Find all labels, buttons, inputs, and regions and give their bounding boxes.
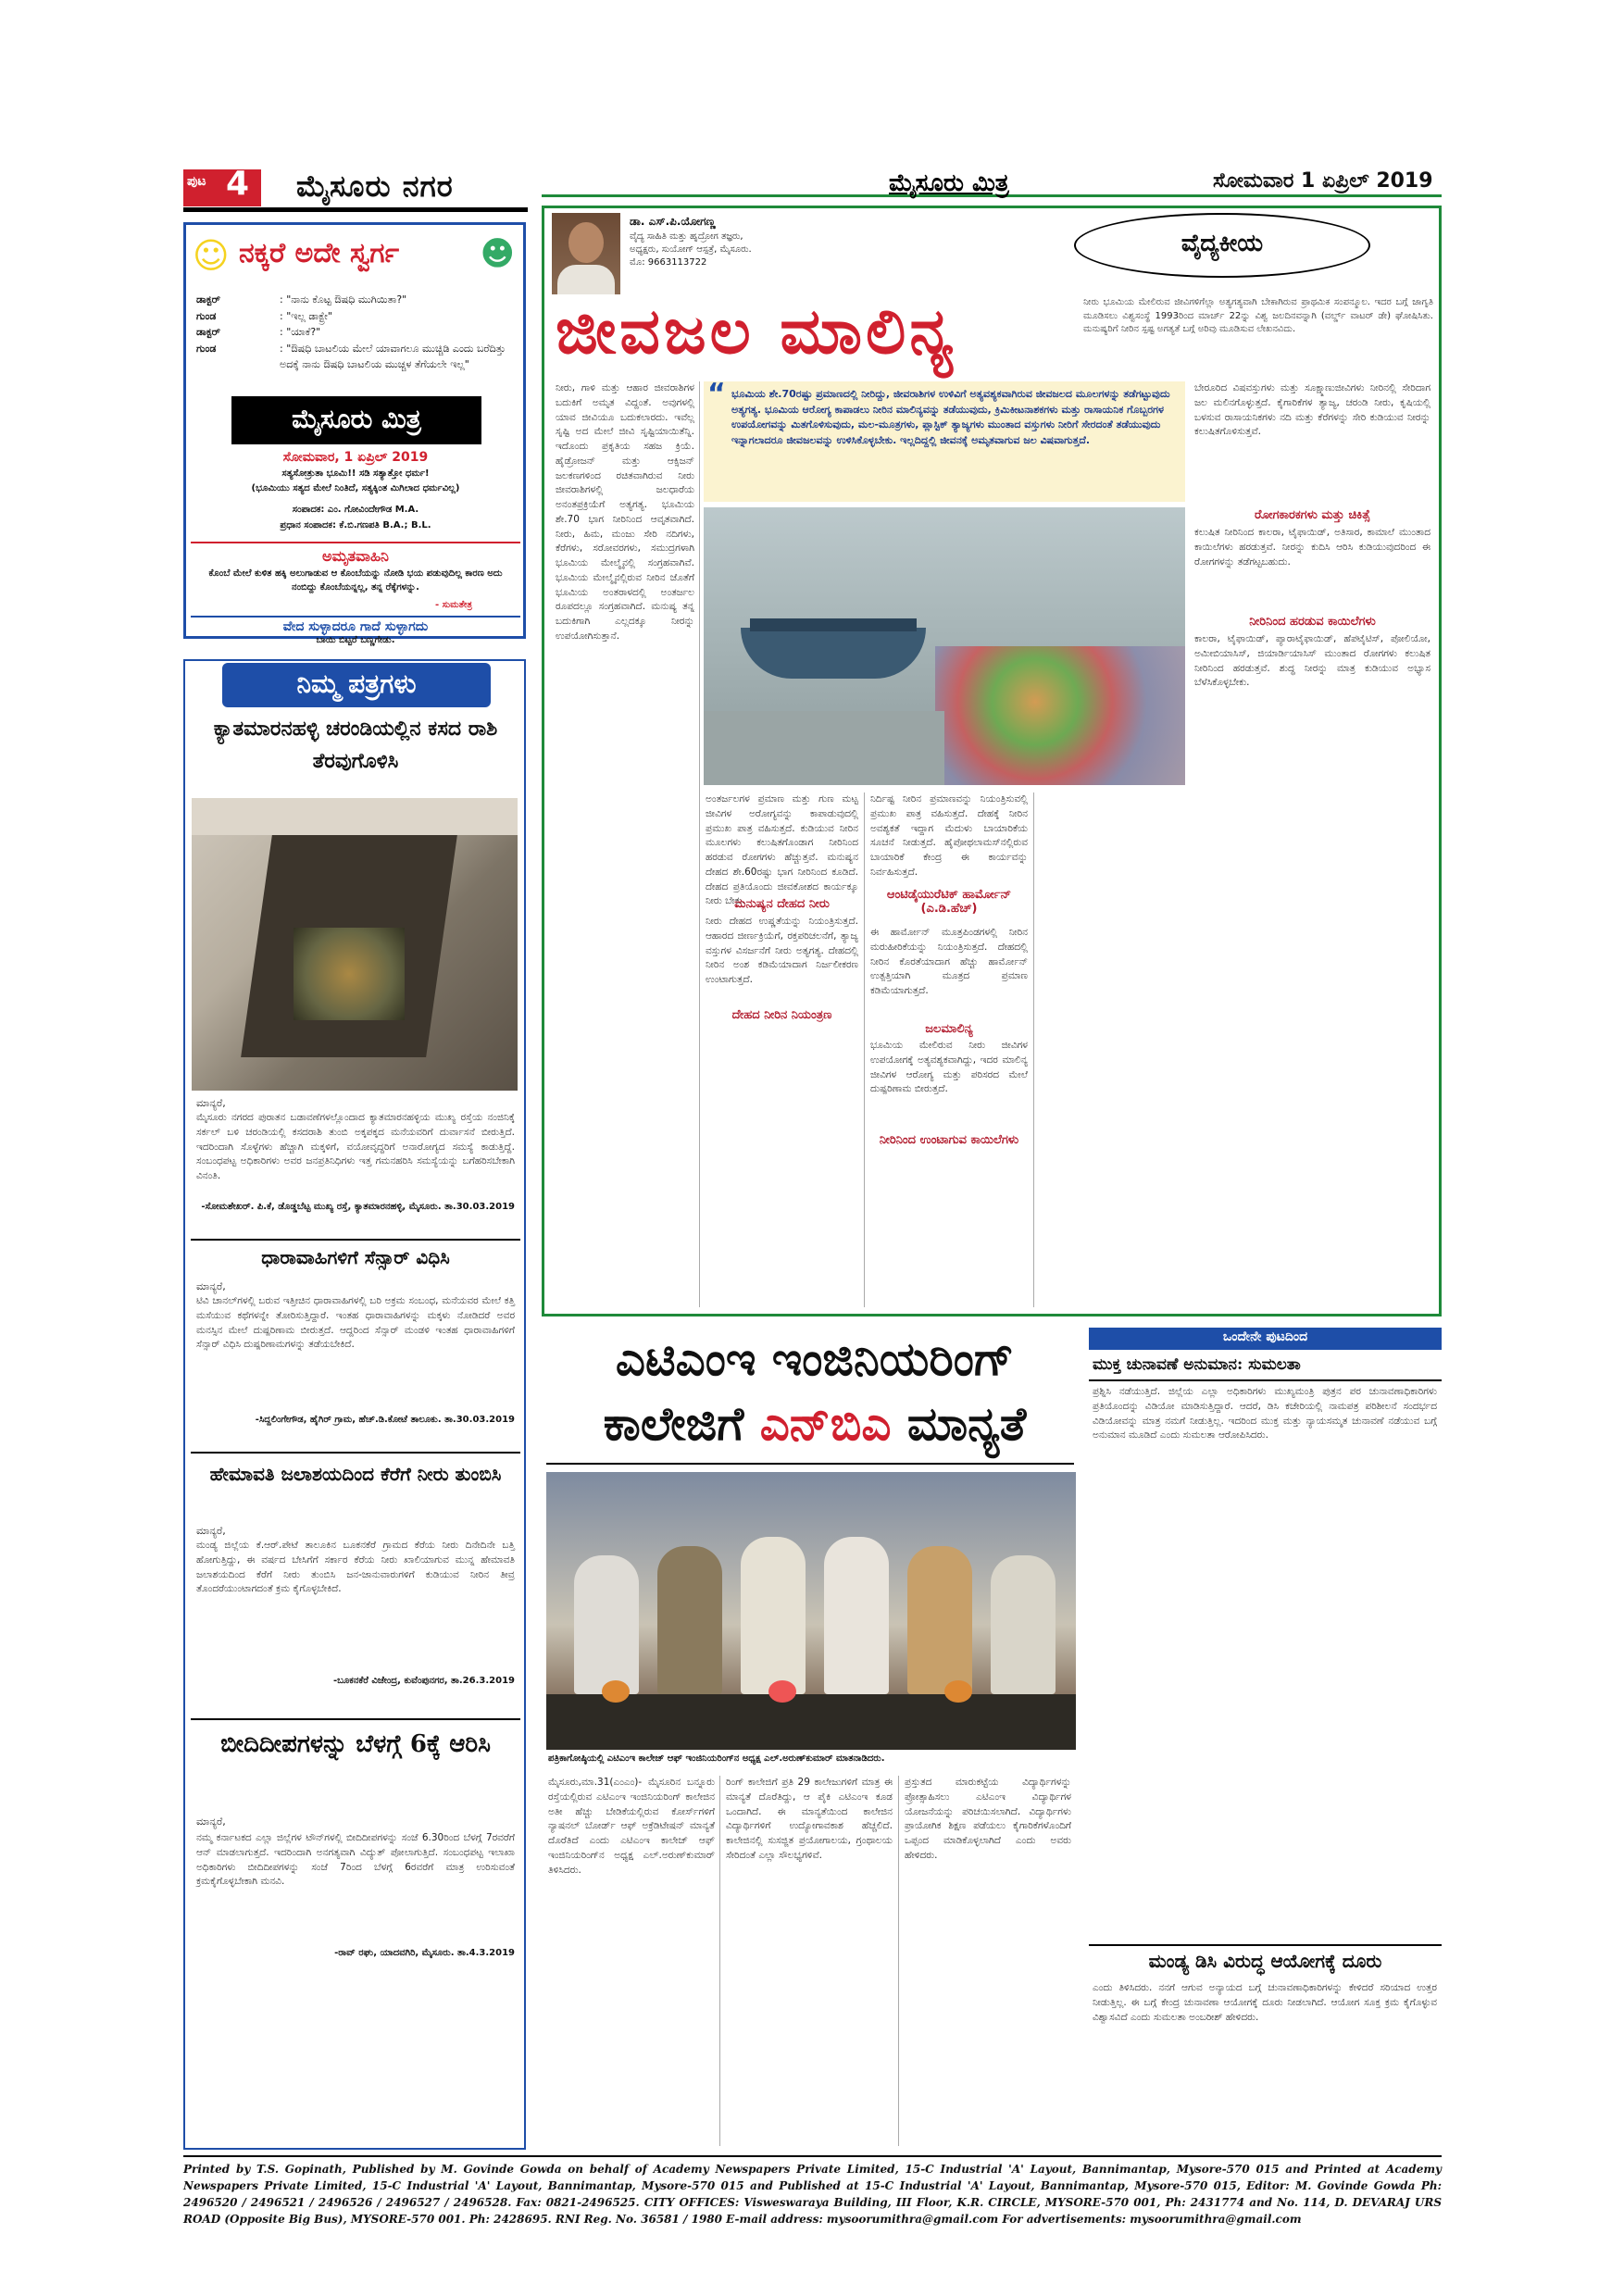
subheading: ನೀರಿನಿಂದ ಉಂಟಾಗುವ ಕಾಯಿಲೆಗಳು <box>879 1133 1019 1147</box>
quote-mark-icon: “ <box>707 378 726 410</box>
joke-lines <box>196 292 516 373</box>
laughing-face-icon: ☺ <box>193 235 230 276</box>
letters-banner-text: ನಿಮ್ಮ ಪತ್ರಗಳು <box>296 668 417 699</box>
author-desc: ಅಧ್ಯಕ್ಷರು, ಸುಯೋಗ್ ಆಸ್ಪತ್ರೆ, ಮೈಸೂರು. <box>630 244 752 255</box>
imprint-editor: ಸಂಪಾದಕ: ಎಂ. ಗೋವಿಂದೇಗೌಡ M.A. <box>292 505 419 515</box>
subheading: ನೀರಿನಿಂದ ಹರಡುವ ಕಾಯಿಲೆಗಳು <box>1249 615 1376 629</box>
health-col-3: ನಿರ್ದಿಷ್ಟ ನೀರಿನ ಪ್ರಮಾಣವನ್ನು ನಿಯಂತ್ರಿಸುವಲ್ಲಿ ಪ್ರಮುಖ ಪಾತ್ರ ವಹಿಸುತ್ತದೆ. ದೇಹಕ್ಕೆ ನೀರಿನ ಅವಶ್ಯಕತೆ ಇದ್ದಾಗ ಮೆದುಳು ಬಾಯಾರಿಕೆಯ ಸೂಚನೆ ನೀಡುತ್ತದೆ. ಹೈಪೋಥಲಾಮಸ್‌ನಲ್ಲಿರುವ ಬಾಯಾರಿಕೆ ಕೇಂದ್ರ ಈ ಕಾರ್ಯವನ್ನು ನಿರ್ವಹಿಸುತ್ತದೆ. <box>870 793 1028 878</box>
letter-salute: ಮಾನ್ಯರೆ, <box>196 1280 226 1292</box>
letter-heading: ಕ್ಯಾತಮಾರನಹಳ್ಳಿ ಚರಂಡಿಯಲ್ಲಿನ ಕಸದ ರಾಶಿ ತೆರವುಗೊಳಿಸಿ <box>213 717 498 774</box>
letter-signature: -ಸಿದ್ದಲಿಂಗೇಗೌಡ, ಹೈಗಿರ್ ಗ್ರಾಮ, ಹೆಚ್.ಡಿ.ಕೋಟೆ ತಾಲೂಕು. ತಾ.30.03.2019 <box>255 1415 515 1425</box>
health-headline: ಜೀವಜಲ ಮಾಲಿನ್ಯ <box>556 294 957 368</box>
footer-imprint: Printed by T.S. Gopinath, Published by M. Govinde Gowda on behalf of Academy Newspapers Private Limited, 15-C Industrial 'A' Layout, Bannimantap, Mysore-570 015 and Printed at Academy Newspapers Private Limited, 15-C Industrial 'A' Layout, Bannimantap, Mysore-570 015 and Published at 15-C Industrial 'A' Layout, Bannimantap, Mysore-570 015, Editor: M. Govinde Gowda Ph: 2496520 / 2496521 / 2496526 / 2496527 / 2496528. Fax: 0821-2496525. CITY OFFICES: Visweswaraya Building, III Floor, K.R. CIRCLE, MYSORE-570 001, Ph: 2431774 and No. 114, D. DEVARAJ URS ROAD (Opposite Big Bus), MYSORE-570 001. Ph: 2428695. RNI Reg. No. 36581 / 1980 E-mail address: mysoorumithra@gmail.com For advertisements: mysoorumithra@gmail.com <box>183 2163 1442 2226</box>
headline-highlight: ಎನ್‌ಬಿಎ <box>759 1396 892 1451</box>
subheading: ಜಲಮಾಲಿನ್ಯ <box>925 1022 973 1036</box>
column-rule <box>1033 792 1034 1307</box>
letter-salute: ಮಾನ್ಯರೆ, <box>196 1816 226 1828</box>
drain-garbage-photo <box>192 798 518 1091</box>
column-name: ವೈದ್ಯಕೀಯ <box>1181 230 1264 257</box>
letter-heading: ಹೇಮಾವತಿ ಜಲಾಶಯದಿಂದ ಕೆರೆಗೆ ನೀರು ತುಂಬಿಸಿ <box>191 1452 520 1489</box>
joke-line <box>196 308 516 325</box>
paper-logo: ಮೈಸೂರು ಮಿತ್ರ <box>889 169 1009 197</box>
author-desc: ವೈದ್ಯ ಸಾಹಿತಿ ಮತ್ತು ಹೃದ್ರೋಗ ತಜ್ಞರು, <box>630 231 743 242</box>
side-news-heading: ಮುಕ್ತ ಚುನಾವಣೆ ಅನುಮಾನ: ಸುಮಲತಾ <box>1093 1355 1301 1374</box>
letter-body: ಮಂಡ್ಯ ಜಿಲ್ಲೆಯ ಕೆ.ಆರ್.ಪೇಟೆ ತಾಲೂಕಿನ ಬೂಕನಕೆರೆ ಗ್ರಾಮದ ಕೆರೆಯ ನೀರು ದಿನೇದಿನೇ ಬತ್ತಿ ಹೋಗುತ್ತಿದ್ದು, ಈ ವರ್ಷದ ಬೇಸಿಗೆಗೆ ಸರ್ಕಾರ ಕೆರೆಯ ನೀರು ಖಾಲಿಯಾಗುವ ಮುನ್ನ ಹೇಮಾವತಿ ಜಲಾಶಯದಿಂದ ಕೆರೆಗೆ ನೀರು ತುಂಬಿಸಿ ಜನ-ಜಾನುವಾರುಗಳಿಗೆ ಕುಡಿಯುವ ನೀರಿನ ತೀವ್ರ ತೊಂದರೆಯುಂಟಾಗದಂತೆ ಕ್ರಮ ಕೈಗೊಳ್ಳಬೇಕಿದೆ. <box>196 1540 515 1595</box>
imprint-logo: ಮೈಸೂರು ಮಿತ್ರ <box>292 404 421 434</box>
joke-speaker: ಗುಂಡ <box>196 309 217 322</box>
imprint-motto-translation: (ಭೂಮಿಯು ಸತ್ಯದ ಮೇಲೆ ನಿಂತಿದೆ, ಸತ್ಯಕ್ಕಿಂತ ಮಿಗಿಲಾದ ಧರ್ಮವಿಲ್ಲ) <box>251 483 460 493</box>
joke-title-bar <box>191 231 518 282</box>
engineering-col-3: ಪ್ರಸ್ತುತದ ಮಾರುಕಟ್ಟೆಯ ವಿದ್ಯಾರ್ಥಿಗಳನ್ನು ಪ್ರೋತ್ಸಾಹಿಸಲು ಎಟಿಎಂಇ ವಿದ್ಯಾರ್ಥಿಗಳ ಯೋಜನೆಯನ್ನು ಪರಿಚಯಿಸಲಾಗಿದೆ. ವಿದ್ಯಾರ್ಥಿಗಳು ಪ್ರಾಯೋಗಿಕ ಶಿಕ್ಷಣ ಪಡೆಯಲು ಕೈಗಾರಿಕೆಗಳೊಂದಿಗೆ ಒಪ್ಪಂದ ಮಾಡಿಕೊಳ್ಳಲಾಗಿದೆ ಎಂದು ಅವರು ಹೇಳಿದರು. <box>905 1777 1071 1861</box>
pull-quote: ಭೂಮಿಯ ಶೇ.70ರಷ್ಟು ಪ್ರಮಾಣದಲ್ಲಿ ನೀರಿದ್ದು, ಜೀವರಾಶಿಗಳ ಉಳಿವಿಗೆ ಅತ್ಯವಶ್ಯಕವಾಗಿರುವ ಜೀವಜಲದ ಮೂಲಗಳನ್ನು ತಡೆಗಟ್ಟುವುದು ಅತ್ಯಗತ್ಯ. ಭೂಮಿಯ ಆರೋಗ್ಯ ಕಾಪಾಡಲು ನೀರಿನ ಮಾಲಿನ್ಯವನ್ನು ತಡೆಯುವುದು, ಕ್ರಿಮಿಕೀಟನಾಶಕಗಳು ಮತ್ತು ರಾಸಾಯನಿಕ ಗೊಬ್ಬರಗಳ ಉಪಯೋಗವನ್ನು ಮಿತಗೊಳಿಸುವುದು, ಮಲ-ಮೂತ್ರಗಳು, ಪ್ಲಾಸ್ಟಿಕ್ ತ್ಯಾಜ್ಯಗಳು ಮುಂತಾದ ವಸ್ತುಗಳು ನೀರಿಗೆ ಸೇರದಂತೆ ತಡೆಯುವುದು ಇನ್ನಾಗಲಾದರೂ ಜೀವಜಲವನ್ನು ಉಳಿಸಿಕೊಳ್ಳಬೇಕು. ಇಲ್ಲದಿದ್ದಲ್ಲಿ ಜೀವನಕ್ಕೆ ಅಮೃತವಾಗುವ ಜಲ ವಿಷವಾಗುತ್ತದೆ. <box>731 388 1170 446</box>
proverb-title: ವೇದ ಸುಳ್ಳಾದರೂ ಗಾದೆ ಸುಳ್ಳಾಗದು <box>191 616 520 634</box>
polluted-river-photo <box>704 507 1185 785</box>
engineering-col-1: ಮೈಸೂರು,ಮಾ.31(ಎಂಎಂ)- ಮೈಸೂರಿನ ಬನ್ನೂರು ರಸ್ತೆಯಲ್ಲಿರುವ ಎಟಿಎಂಇ ಇಂಜಿನಿಯರಿಂಗ್ ಕಾಲೇಜಿನ ಅತೀ ಹೆಚ್ಚು ಬೇಡಿಕೆಯಲ್ಲಿರುವ ಕೋರ್ಸ್‌ಗಳಿಗೆ ನ್ಯಾಷನಲ್ ಬೋರ್ಡ್ ಆಫ್ ಅಕ್ರೆಡಿಟೇಷನ್ ಮಾನ್ಯತೆ ದೊರೆತಿದೆ ಎಂದು ಎಟಿಎಂಇ ಕಾಲೇಜ್ ಆಫ್ ಇಂಜಿನಿಯರಿಂಗ್‌ನ ಅಧ್ಯಕ್ಷ ಎಲ್.ಅರುಣ್‌ಕುಮಾರ್ ತಿಳಿಸಿದರು. <box>548 1777 715 1876</box>
health-col-2: ಅಂತರ್ಜಲಗಳ ಪ್ರಮಾಣ ಮತ್ತು ಗುಣ ಮಟ್ಟ ಜೀವಿಗಳ ಅರೋಗ್ಯವನ್ನು ಕಾಪಾಡುವುದಲ್ಲಿ ಪ್ರಮುಖ ಪಾತ್ರ ವಹಿಸುತ್ತದೆ. ಕುಡಿಯುವ ನೀರಿನ ಮೂಲಗಳು ಕಲುಷಿತಗೊಂಡಾಗ ನೀರಿನಿಂದ ಹರಡುವ ರೋಗಗಳು ಹೆಚ್ಚುತ್ತವೆ. ಮನುಷ್ಯನ ದೇಹದ ಶೇ.60ರಷ್ಟು ಭಾಗ ನೀರಿನಿಂದ ಕೂಡಿದೆ. ದೇಹದ ಪ್ರತಿಯೊಂದು ಜೀವಕೋಶದ ಕಾರ್ಯಕ್ಕೂ ನೀರು ಬೇಕು. <box>706 793 858 907</box>
amrutavahini-credit: - ಸುಮತೇತ್ರ <box>435 600 472 610</box>
joke-text: : "ನಾನು ಕೊಟ್ಟ ಔಷಧಿ ಮುಗಿಯಿತಾ?" <box>280 293 407 306</box>
issue-date: ಸೋಮವಾರ 1 ಏಪ್ರಿಲ್ 2019 <box>1213 169 1433 193</box>
author-name: ಡಾ. ಎಸ್.ಪಿ.ಯೋಗಣ್ಣ <box>630 215 716 228</box>
health-intro: ನೀರು ಭೂಮಿಯ ಮೇಲಿರುವ ಜೀವಿಗಳಿಗೆಲ್ಲಾ ಅತ್ಯಗತ್ಯವಾಗಿ ಬೇಕಾಗಿರುವ ಪ್ರಾಥಮಿಕ ಸಂಪನ್ಮೂಲ. ಇದರ ಬಗ್ಗೆ ಜಾಗೃತಿ ಮೂಡಿಸಲು ವಿಶ್ವಸಂಸ್ಥೆ 1993ರಿಂದ ಮಾರ್ಚ್ 22ನ್ನು ವಿಶ್ವ ಜಲದಿನವನ್ನಾಗಿ (ವರ್ಲ್ಡ್ ವಾಟರ್ ಡೇ) ಘೋಷಿಸಿತು. ಮನುಷ್ಯರಿಗೆ ನೀರಿನ ಸ್ಪಷ್ಟ ಅಗತ್ಯತೆ ಬಗ್ಗೆ ಅರಿವು ಮೂಡಿಸುವ ಲೇಖನವಿದು. <box>1083 297 1433 334</box>
health-col-2b: ನೀರು ದೇಹದ ಉಷ್ಣತೆಯನ್ನು ನಿಯಂತ್ರಿಸುತ್ತದೆ. ಆಹಾರದ ಜೀರ್ಣಕ್ರಿಯೆಗೆ, ರಕ್ತಪರಿಚಲನೆಗೆ, ತ್ಯಾಜ್ಯ ವಸ್ತುಗಳ ವಿಸರ್ಜನೆಗೆ ನೀರು ಅತ್ಯಗತ್ಯ. ದೇಹದಲ್ಲಿ ನೀರಿನ ಅಂಶ ಕಡಿಮೆಯಾದಾಗ ನಿರ್ಜಲೀಕರಣ ಉಂಟಾಗುತ್ತದೆ. <box>706 916 858 985</box>
health-col-4b: ಕಲುಷಿತ ನೀರಿನಿಂದ ಕಾಲರಾ, ಟೈಫಾಯಿಡ್, ಅತಿಸಾರ, ಕಾಮಾಲೆ ಮುಂತಾದ ಕಾಯಿಲೆಗಳು ಹರಡುತ್ತವೆ. ನೀರನ್ನು ಕುದಿಸಿ ಆರಿಸಿ ಕುಡಿಯುವುದರಿಂದ ಈ ರೋಗಗಳನ್ನು ತಡೆಗಟ್ಟಬಹುದು. <box>1194 527 1430 568</box>
imprint-motto: ಸತ್ಯಸೋತ್ರುತಾ ಭೂಮಿ!! ಸಡಿ ಸತ್ಯಾತ್ತೋ ಧರ್ಮ! <box>281 468 430 479</box>
page-label: ಪುಟ <box>187 174 206 189</box>
side-news-heading: ಮಂಡ್ಯ ಡಿಸಿ ವಿರುದ್ಧ ಆಯೋಗಕ್ಕೆ ದೂರು <box>1148 1950 1382 1972</box>
subheading: ಆಂಟಿಡೈಯುರೆಟಿಕ್ ಹಾರ್ಮೋನ್ (ಎ.ಡಿ.ಹೆಚ್) <box>886 888 1012 916</box>
column-rule <box>898 1776 899 2146</box>
photo-caption: ಪತ್ರಿಕಾಗೋಷ್ಠಿಯಲ್ಲಿ ಎಟಿಎಂಇ ಕಾಲೇಜ್ ಆಫ್ ಇಂಜಿನಿಯರಿಂಗ್‌ನ ಅಧ್ಯಕ್ಷ ಎಲ್.ಅರುಣ್‌ಕುಮಾರ್ ಮಾತನಾಡಿದರು. <box>548 1753 885 1764</box>
proverb-text: ಬಾಯಿ ಬಿಟ್ಟರೆ ಬಣ್ಣಗೇಡು. <box>316 635 395 645</box>
imprint-chief-editor: ಪ್ರಧಾನ ಸಂಪಾದಕ: ಕೆ.ಬಿ.ಗಣಪತಿ B.A.; B.L. <box>280 520 431 530</box>
letter-signature: -ರಾವ್ ರಘು, ಯಾದವಗಿರಿ, ಮೈಸೂರು. ತಾ.4.3.2019 <box>334 1948 515 1958</box>
engineering-headline-line2 <box>556 1396 1074 1452</box>
headline-rule <box>546 1463 1074 1465</box>
joke-line <box>196 341 516 373</box>
masthead-rule-left <box>183 207 528 212</box>
letter-signature: -ಸೋಮಶೇಖರ್. ಪಿ.ಕೆ, ಡೊಡ್ಡಬೆಟ್ಟ ಮುಖ್ಯ ರಸ್ತೆ, ಕ್ಯಾತಮಾರನಹಳ್ಳಿ, ಮೈಸೂರು. ತಾ.30.03.2019 <box>201 1202 515 1212</box>
joke-speaker: ಡಾಕ್ಟರ್ <box>196 293 221 306</box>
subheading: ರೋಗಕಾರಕಗಳು ಮತ್ತು ಚಿಕಿತ್ಸೆ <box>1255 508 1370 522</box>
letter-body: ಟಿವಿ ಚಾನಲ್‌ಗಳಲ್ಲಿ ಬರುವ ಇತ್ತೀಚಿನ ಧಾರಾವಾಹಿಗಳಲ್ಲಿ ಬರಿ ಅಕ್ರಮ ಸಂಬಂಧ, ಮನೆಯವರ ಮೇಲೆ ಕತ್ತಿ ಮಸೆಯುವ ಕಥೆಗಳನ್ನೇ ತೋರಿಸುತ್ತಿದ್ದಾರೆ. ಇಂತಹ ಧಾರಾವಾಹಿಗಳನ್ನು ಮಕ್ಕಳು ನೋಡಿದರೆ ಅವರ ಮನಸ್ಸಿನ ಮೇಲೆ ದುಷ್ಪರಿಣಾಮ ಬೀರುತ್ತದೆ. ಆದ್ದರಿಂದ ಸೆನ್ಸಾರ್ ಮಂಡಳಿ ಇಂತಹ ಧಾರಾವಾಹಿಗಳಿಗೆ ಸೆನ್ಸಾರ್ ವಿಧಿಸಿ ದುಷ್ಪರಿಣಾಮಗಳನ್ನು ತಡೆಯಬೇಕಿದೆ. <box>196 1295 515 1351</box>
amrutavahini-text: ಕೊಂಬೆ ಮೇಲೆ ಕುಳಿತ ಹಕ್ಕಿ ಅಲುಗಾಡುವ ಆ ಕೊಂಬೆಯನ್ನು ನೋಡಿ ಭಯ ಪಡುವುದಿಲ್ಲ ಕಾರಣ ಅದು ನಂಬಿದ್ದು ಕೊಂಬೆಯನ್ನಲ್ಲ, ತನ್ನ ರೆಕ್ಕೆಗಳನ್ನು. <box>208 568 503 593</box>
health-col-3b: ಈ ಹಾರ್ಮೋನ್ ಮೂತ್ರಪಿಂಡಗಳಲ್ಲಿ ನೀರಿನ ಮರುಹೀರಿಕೆಯನ್ನು ನಿಯಂತ್ರಿಸುತ್ತದೆ. ದೇಹದಲ್ಲಿ ನೀರಿನ ಕೊರತೆಯಾದಾಗ ಹೆಚ್ಚು ಹಾರ್ಮೋನ್ ಉತ್ಪತ್ತಿಯಾಗಿ ಮೂತ್ರದ ಪ್ರಮಾಣ ಕಡಿಮೆಯಾಗುತ್ತದೆ. <box>870 927 1028 996</box>
joke-text: : "ಔಷಧಿ ಬಾಟಲಿಯ ಮೇಲೆ ಯಾವಾಗಲೂ ಮುಚ್ಚಿಡಿ ಎಂದು ಬರೆದಿತ್ತು ಅದಕ್ಕೆ ನಾನು ಔಷಧಿ ಬಾಟಲಿಯ ಮುಚ್ಚಳ ತೆಗೆಯಲೇ ಇಲ್ಲ" <box>280 342 506 371</box>
side-heading-rule <box>1089 1379 1442 1381</box>
joke-text: : "ಇಲ್ಲ ಡಾಕ್ಟ್ರೇ" <box>280 309 332 322</box>
amrutavahini-title: ಅಮೃತವಾಹಿನಿ <box>191 542 520 566</box>
engineering-headline-line1: ಎಟಿಎಂಇ ಇಂಜಿನಿಯರಿಂಗ್ <box>615 1331 1015 1386</box>
side-news-body: ಪ್ರಶ್ನಿಸಿ ನಡೆಯುತ್ತಿದೆ. ಜಿಲ್ಲೆಯ ಎಲ್ಲಾ ಅಧಿಕಾರಿಗಳು ಮುಖ್ಯಮಂತ್ರಿ ಪುತ್ರನ ಪರ ಚುನಾವಣಾಧಿಕಾರಿಗಳು ಪ್ರತಿಯೊಂದನ್ನು ವಿಡಿಯೋ ಮಾಡಿಸುತ್ತಿದ್ದಾರೆ. ಆದರೆ, ಡಿಸಿ ಕಚೇರಿಯಲ್ಲಿ ನಾಮಪತ್ರ ಪರಿಶೀಲನೆ ಸಂದರ್ಭದ ವಿಡಿಯೋವನ್ನು ಮಾತ್ರ ನಮಗೆ ನೀಡುತ್ತಿಲ್ಲ. ಇದರಿಂದ ಮುಕ್ತ ಮತ್ತು ನ್ಯಾಯಸಮ್ಮತ ಚುನಾವಣೆ ನಡೆಯುವ ಬಗ್ಗೆ ಅನುಮಾನ ಮೂಡಿದೆ ಎಂದು ಸುಮಲತಾ ಆರೋಪಿಸಿದರು. <box>1093 1386 1437 1441</box>
letter-salute: ಮಾನ್ಯರೆ, <box>196 1525 226 1537</box>
letter-body: ಮೈಸೂರು ನಗರದ ಪುರಾತನ ಬಡಾವಣೆಗಳಲ್ಲೊಂದಾದ ಕ್ಯಾತಮಾರನಹಳ್ಳಿಯ ಮುಖ್ಯ ರಸ್ತೆಯ ನಂಜಿನಿಕ್ಕೆ ಸರ್ಕಲ್ ಬಳಿ ಚರಂಡಿಯಲ್ಲಿ ಕಸದರಾಶಿ ತುಂಬಿ ಅಕ್ಕಪಕ್ಕದ ಮನೆಯವರಿಗೆ ದುರ್ವಾಸನೆ ಬೀರುತ್ತಿದೆ. ಇದರಿಂದಾಗಿ ಸೊಳ್ಳೆಗಳು ಹೆಚ್ಚಾಗಿ ಮಕ್ಕಳಿಗೆ, ವಯೋವೃದ್ಧರಿಗೆ ಅನಾರೋಗ್ಯದ ಸಮಸ್ಯೆ ಕಾಡುತ್ತಿದ್ದೆ. ಸಂಬಂಧಪಟ್ಟ ಅಧಿಕಾರಿಗಳು ಅವರ ಜನಪ್ರತಿನಿಧಿಗಳು ಇತ್ತ ಗಮನಹರಿಸಿ ಸಮಸ್ಯೆಯನ್ನು ಬಗೆಹರಿಸಬೇಕಾಗಿ ವಿನಂತಿ. <box>196 1112 515 1181</box>
headline-part: ಮಾನ್ಯತೆ <box>891 1396 1027 1451</box>
subheading: ಮನುಷ್ಯನ ದೇಹದ ನೀರು <box>734 897 830 911</box>
joke-title: ನಕ್ಕರೆ ಅದೇ ಸ್ವರ್ಗ <box>239 237 400 269</box>
column-rule <box>864 792 865 1307</box>
subheading: ದೇಹದ ನೀರಿನ ನಿಯಂತ್ರಣ <box>731 1008 832 1022</box>
joke-line <box>196 292 516 308</box>
section-name: ಮೈಸೂರು ನಗರ <box>296 168 454 204</box>
engineering-col-2: ರಿಂಗ್ ಕಾಲೇಜಿಗೆ ಪ್ರತಿ 29 ಕಾಲೇಜುಗಳಿಗೆ ಮಾತ್ರ ಈ ಮಾನ್ಯತೆ ದೊರೆತಿದ್ದು, ಆ ಪೈಕಿ ಎಟಿಎಂಇ ಕೂಡ ಒಂದಾಗಿದೆ. ಈ ಮಾನ್ಯತೆಯಿಂದ ಕಾಲೇಜಿನ ವಿದ್ಯಾರ್ಥಿಗಳಿಗೆ ಉದ್ಯೋಗಾವಕಾಶ ಹೆಚ್ಚಲಿದೆ. ಕಾಲೇಜಿನಲ್ಲಿ ಸುಸಜ್ಜಿತ ಪ್ರಯೋಗಾಲಯ, ಗ್ರಂಥಾಲಯ ಸೇರಿದಂತೆ ಎಲ್ಲಾ ಸೌಲಭ್ಯಗಳಿವೆ. <box>726 1777 893 1861</box>
imprint-date: ಸೋಮವಾರ, 1 ಏಪ್ರಿಲ್ 2019 <box>282 450 429 465</box>
joke-speaker: ಗುಂಡ <box>196 342 217 355</box>
side-news-body: ಎಂದು ತಿಳಿಸಿದರು. ನನಗೆ ಆಗುವ ಅನ್ಯಾಯದ ಬಗ್ಗೆ ಚುನಾವಣಾಧಿಕಾರಿಗಳನ್ನು ಕೇಳಿದರೆ ಸರಿಯಾದ ಉತ್ತರ ನೀಡುತ್ತಿಲ್ಲ. ಈ ಬಗ್ಗೆ ಕೇಂದ್ರ ಚುನಾವಣಾ ಆಯೋಗಕ್ಕೆ ದೂರು ನೀಡಲಾಗಿದೆ. ಆಯೋಗ ಸೂಕ್ತ ಕ್ರಮ ಕೈಗೊಳ್ಳುವ ವಿಶ್ವಾಸವಿದೆ ಎಂದು ಸುಮಲತಾ ಅಂಬರೀಶ್ ಹೇಳಿದರು. <box>1093 1982 1437 2023</box>
press-meet-photo <box>546 1472 1076 1750</box>
letter-salute: ಮಾನ್ಯರೆ, <box>196 1097 226 1109</box>
column-rule <box>699 381 700 1307</box>
letter-signature: -ಬೂಕನಕೆರೆ ವಿಜೇಂದ್ರ, ಕುವೆಂಪುನಗರ, ತಾ.26.3.2019 <box>332 1676 515 1686</box>
health-col-3c: ಭೂಮಿಯ ಮೇಲಿರುವ ನೀರು ಜೀವಿಗಳ ಉಪಯೋಗಕ್ಕೆ ಅತ್ಯವಶ್ಯಕವಾಗಿದ್ದು, ಇದರ ಮಾಲಿನ್ಯ ಜೀವಿಗಳ ಆರೋಗ್ಯ ಮತ್ತು ಪರಿಸರದ ಮೇಲೆ ದುಷ್ಪರಿಣಾಮ ಬೀರುತ್ತದೆ. <box>870 1040 1028 1095</box>
letter-heading: ಬೀದಿದೀಪಗಳನ್ನು ಬೆಳಗ್ಗೆ 6ಕ್ಕೆ ಆರಿಸಿ <box>191 1718 520 1765</box>
cartoon-figure-icon: ☻ <box>480 235 515 273</box>
page-number: 4 <box>226 165 250 203</box>
author-phone: ಮೊ: 9663113722 <box>630 257 707 268</box>
health-col-4: ಬೇರೂರಿದ ವಿಷವಸ್ತುಗಳು ಮತ್ತು ಸೂಕ್ಷ್ಮಾಣುಜೀವಿಗಳು ನೀರಿನಲ್ಲಿ ಸೇರಿದಾಗ ಜಲ ಮಲಿನಗೊಳ್ಳುತ್ತದೆ. ಕೈಗಾರಿಕೆಗಳ ತ್ಯಾಜ್ಯ, ಚರಂಡಿ ನೀರು, ಕೃಷಿಯಲ್ಲಿ ಬಳಸುವ ರಾಸಾಯನಿಕಗಳು ನದಿ ಮತ್ತು ಕೆರೆಗಳನ್ನು ಸೇರಿ ಕುಡಿಯುವ ನೀರನ್ನು ಕಲುಷಿತಗೊಳಿಸುತ್ತವೆ. <box>1194 382 1430 438</box>
side-news-banner: ಒಂದೇನೇ ಪುಟದಿಂದ <box>1222 1329 1308 1344</box>
letter-body: ನಮ್ಮ ಕರ್ನಾಟಕದ ಎಲ್ಲಾ ಜಿಲ್ಲೆಗಳ ಟೌನ್‌ಗಳಲ್ಲಿ ಬೀದಿದೀಪಗಳನ್ನು ಸಂಜೆ 6.30ರಿಂದ ಬೆಳಗ್ಗೆ 7ರವರೆಗೆ ಆನ್ ಮಾಡಲಾಗುತ್ತದೆ. ಇದರಿಂದಾಗಿ ಅನಗತ್ಯವಾಗಿ ವಿದ್ಯುತ್ ಪೋಲಾಗುತ್ತಿದೆ. ಸಂಬಂಧಪಟ್ಟ ಇಲಾಖಾ ಅಧಿಕಾರಿಗಳು ಬೀದಿದೀಪಗಳನ್ನು ಸಂಜೆ 7ರಿಂದ ಬೆಳಗ್ಗೆ 6ರವರೆಗೆ ಮಾತ್ರ ಉರಿಸುವಂತೆ ಕ್ರಮಕೈಗೊಳ್ಳಬೇಕಾಗಿ ಮನವಿ. <box>196 1832 515 1888</box>
author-photo <box>552 213 620 294</box>
column-rule <box>719 1776 720 2146</box>
side-heading-rule <box>1089 1944 1442 1946</box>
letter-heading: ಧಾರಾವಾಹಿಗಳಿಗೆ ಸೆನ್ಸಾರ್ ವಿಧಿಸಿ <box>191 1239 520 1268</box>
footer-rule <box>183 2155 1442 2157</box>
joke-text: : "ಯಾಕೆ?" <box>280 326 321 339</box>
joke-line <box>196 324 516 341</box>
headline-part: ಕಾಲೇಜಿಗೆ <box>603 1396 760 1451</box>
health-col-1: ನೀರು, ಗಾಳಿ ಮತ್ತು ಆಹಾರ ಜೀವರಾಶಿಗಳ ಬದುಕಿಗೆ ಅಮೃತ ವಿದ್ದಂತೆ. ಅವುಗಳಲ್ಲಿ ಯಾವ ಜೀವಿಯೂ ಬದುಕಲಾರದು. ಇವೆಲ್ಲ ಸೃಷ್ಟಿ ಅದ ಮೇಲೆ ಜೀವಿ ಸೃಷ್ಟಿಯಾಯಿತೆನ್ನಿ. ಇದೊಂದು ಪ್ರಕೃತಿಯ ಸಹಜ ಕ್ರಿಯೆ. ಹೈಡ್ರೋಜನ್ ಮತ್ತು ಆಕ್ಸಿಜನ್ ಜಲಕಣಗಳಿಂದ ರಚಿತವಾಗಿರುವ ನೀರು ಜೀವರಾಶಿಗಳಲ್ಲಿ ಜಲಧಾರೆಯ ಅನಂತಪ್ರಕ್ರಿಯೆಗೆ ಅತ್ಯಗತ್ಯ. ಭೂಮಿಯ ಶೇ.70 ಭಾಗ ನೀರಿನಿಂದ ಆವೃತವಾಗಿದೆ. ನೀರು, ಹಿಮ, ಮಂಜು ಸೇರಿ ನದಿಗಳು, ಕೆರೆಗಳು, ಸರೋವರಗಳು, ಸಮುದ್ರಗಳಾಗಿ ಭೂಮಿಯ ಮೇಲ್ಮೈನಲ್ಲಿ ಸಂಗ್ರಹವಾಗಿವೆ. ಭೂಮಿಯ ಮೇಲ್ಮೈನಲ್ಲಿರುವ ನೀರಿನ ಜೊತೆಗೆ ಭೂಮಿಯ ಅಂತರಾಳದಲ್ಲಿ ಅಂತರ್ಜಲ ರೂಪದಲ್ಲೂ ಸಂಗ್ರಹವಾಗಿದೆ. ಮನುಷ್ಯ ತನ್ನ ಬದುಕಿಗಾಗಿ ಎಲ್ಲದಕ್ಕೂ ನೀರನ್ನು ಉಪಯೋಗಿಸುತ್ತಾನೆ. <box>556 382 694 642</box>
joke-speaker: ಡಾಕ್ಟರ್ <box>196 326 221 339</box>
health-col-4c: ಕಾಲರಾ, ಟೈಫಾಯಿಡ್, ಪ್ಯಾರಾಟೈಫಾಯಿಡ್, ಹೆಪಟೈಟಿಸ್, ಪೋಲಿಯೋ, ಅಮೀಬಿಯಾಸಿಸ್, ಜಿಯಾರ್ಡಿಯಾಸಿಸ್ ಮುಂತಾದ ರೋಗಗಳು ಕಲುಷಿತ ನೀರಿನಿಂದ ಹರಡುತ್ತವೆ. ಶುದ್ಧ ನೀರನ್ನು ಮಾತ್ರ ಕುಡಿಯುವ ಅಭ್ಯಾಸ ಬೆಳೆಸಿಕೊಳ್ಳಬೇಕು. <box>1194 633 1430 689</box>
